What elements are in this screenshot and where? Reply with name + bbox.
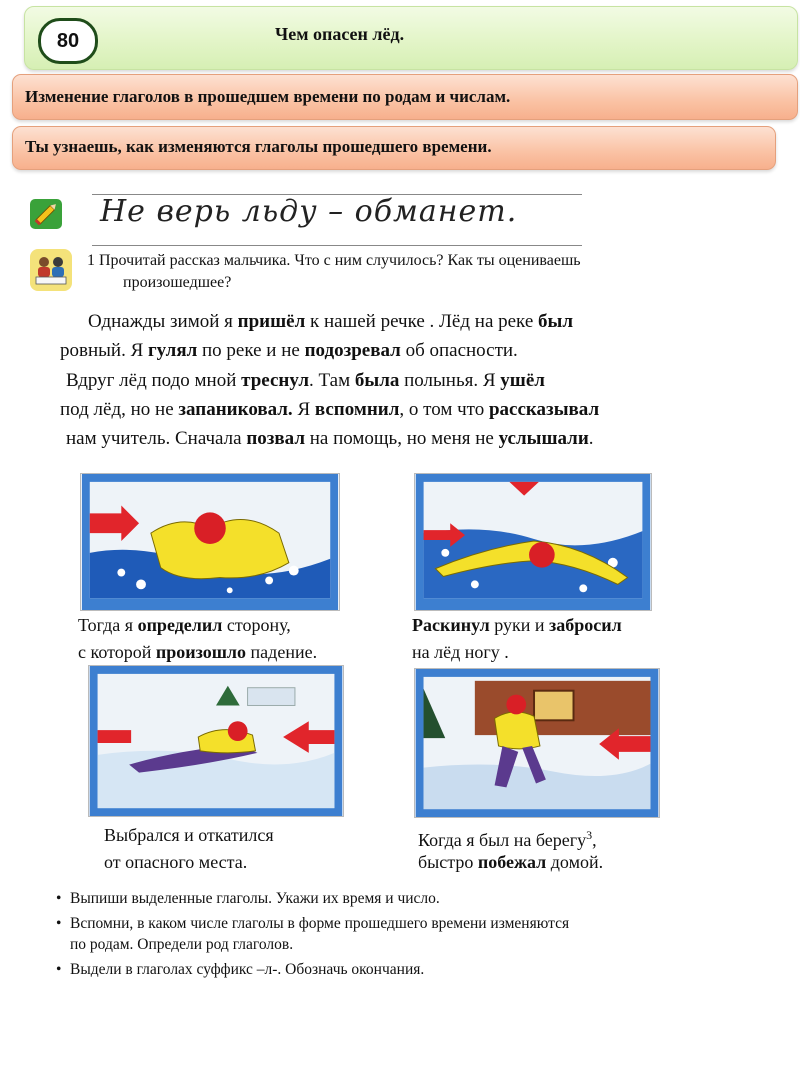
caption-text: Когда я был на берегу — [418, 830, 587, 850]
story-text: под лёд, но не — [60, 399, 179, 420]
highlighted-verb: услышали — [498, 428, 589, 449]
caption-text: быстро — [418, 852, 478, 872]
story-text: Однажды зимой я — [88, 311, 238, 332]
handwriting-rule-bottom — [92, 245, 582, 246]
caption-text: на лёд ногу . — [412, 642, 509, 662]
reading-children-icon — [30, 249, 72, 291]
highlighted-verb: гулял — [148, 340, 198, 361]
caption-text: , — [592, 830, 597, 850]
story-text: по реке и не — [197, 340, 305, 361]
caption-3-line-2 — [104, 850, 247, 875]
highlighted-verb: Раскинул — [412, 615, 490, 635]
task-text-continuation: произошедшее? — [123, 274, 232, 291]
story-text: . — [588, 428, 594, 449]
story-text: Я — [292, 399, 315, 420]
highlighted-verb: был — [538, 311, 573, 332]
highlighted-verb: была — [354, 370, 400, 391]
story-text: на помощь, но меня не — [305, 428, 499, 449]
caption-2-line-2 — [412, 640, 509, 665]
caption-text: домой. — [546, 852, 604, 872]
highlighted-verb: определил — [137, 615, 223, 635]
footnote-marker: 3 — [586, 828, 593, 842]
story-text: , о том что — [399, 399, 489, 420]
story-text: к нашей речке . Лёд на реке — [305, 311, 538, 332]
story-text: об опасности. — [400, 340, 518, 361]
pencil-icon — [30, 199, 62, 229]
caption-text: падение. — [246, 642, 318, 662]
highlighted-verb: ушёл — [500, 370, 545, 391]
illustration-running-home — [414, 668, 660, 818]
highlighted-verb: позвал — [246, 428, 305, 449]
highlighted-verb: рассказывал — [488, 399, 600, 420]
story-text: . Там — [309, 370, 355, 391]
caption-1 — [78, 613, 291, 638]
assignment-item: • Выпиши выделенные глаголы. Укажи их время и число. — [56, 888, 786, 909]
highlighted-verb: треснул — [241, 370, 310, 391]
goal-bar: Ты узнаешь, как изменяются глаголы прошедшего времени. — [12, 126, 776, 170]
caption-4-line-2 — [418, 850, 603, 875]
caption-3 — [104, 823, 274, 848]
caption-text: Тогда я — [78, 615, 138, 635]
caption-4 — [418, 823, 597, 853]
story-line-5 — [66, 424, 594, 454]
page-number-badge: 80 — [38, 18, 98, 64]
story-line-3 — [66, 366, 545, 396]
caption-text: руки и — [489, 615, 550, 635]
highlighted-verb: пришёл — [237, 311, 306, 332]
assignment-item-continuation: по родам. Определи род глаголов. — [70, 936, 294, 953]
caption-text: от опасного места. — [104, 852, 248, 872]
caption-1-line-2 — [78, 640, 317, 665]
highlighted-verb: произошло — [155, 642, 247, 662]
reading-task — [87, 250, 747, 294]
illustration-arms-spread — [414, 473, 652, 611]
proverb-handwriting: Не верь льду – обманет. — [100, 194, 518, 229]
topic-bar: Изменение глаголов в прошедшем времени по родам и числам. — [12, 74, 798, 120]
assignment-item: • Выдели в глаголах суффикс –л-. Обозначь окончания. — [56, 959, 786, 980]
story-text: Вдруг лёд подо мной — [66, 370, 242, 391]
assignment-item: • Вспомни, в каком числе глаголы в форме прошедшего времени изменяются — [56, 913, 786, 934]
caption-2 — [412, 613, 622, 638]
illustration-fall-through-ice — [80, 473, 340, 611]
highlighted-verb: запаниковал. — [178, 399, 293, 420]
lesson-header-bar — [24, 6, 798, 70]
story-line-2 — [60, 336, 518, 366]
caption-text: Выбрался и откатился — [104, 825, 274, 845]
highlighted-verb: забросил — [549, 615, 622, 635]
lesson-title: Чем опасен лёд. — [275, 24, 405, 44]
caption-text: сторону, — [222, 615, 291, 635]
story-text: ровный. Я — [60, 340, 148, 361]
story-text: нам учитель. Сначала — [66, 428, 247, 449]
highlighted-verb: побежал — [477, 852, 547, 872]
task-text: 1 Прочитай рассказ мальчика. Что с ним случилось? Как ты оцениваешь — [87, 252, 581, 269]
caption-text: с которой — [78, 642, 156, 662]
story-text: полынья. Я — [399, 370, 501, 391]
highlighted-verb: вспомнил — [314, 399, 400, 420]
illustration-rolling-away — [88, 665, 344, 817]
story-line-4 — [60, 395, 599, 425]
story-line-1 — [88, 307, 573, 337]
highlighted-verb: подозревал — [304, 340, 401, 361]
assignment-list — [56, 888, 786, 984]
